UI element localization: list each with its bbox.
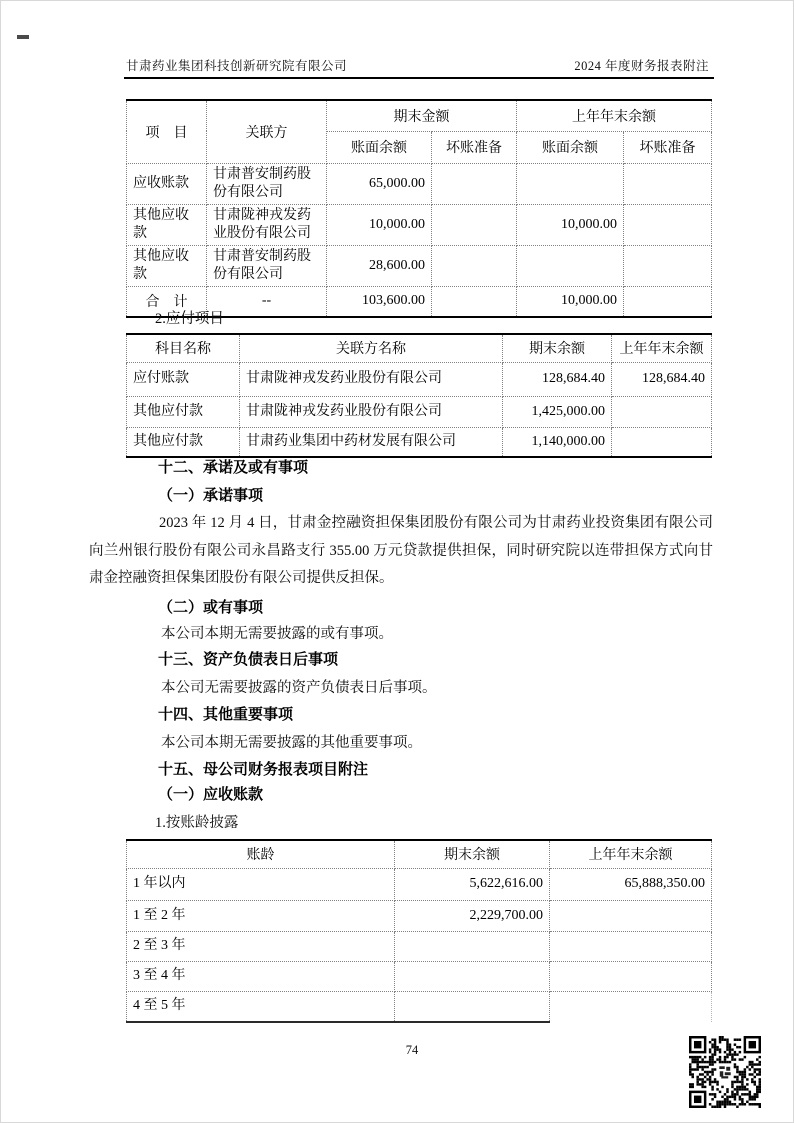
cell-prior-provision	[624, 204, 712, 245]
cell-end-provision	[432, 245, 517, 286]
cell-prior-provision	[624, 245, 712, 286]
header-cell-prior-group: 上年年末余额	[517, 100, 712, 131]
cell-total-label: 合 计	[127, 286, 207, 317]
header-cell-balance: 账面余额	[327, 131, 432, 163]
cell-end-balance: 10,000.00	[327, 204, 432, 245]
header-cell-end: 期末余额	[395, 840, 550, 868]
table-row	[127, 163, 712, 204]
cell-prior-balance	[517, 163, 624, 204]
cell-end	[395, 931, 550, 961]
contingency-statement: 本公司本期无需要披露的或有事项。	[161, 626, 393, 642]
cell-prior	[612, 427, 712, 457]
cell-end: 5,622,616.00	[395, 868, 550, 900]
section-15-1-title: （一）应收账款	[158, 786, 264, 803]
table-row	[127, 991, 712, 1022]
header-cell-aging: 账龄	[127, 840, 395, 868]
cell-aging: 1 至 2 年	[127, 900, 395, 931]
cell-end-balance: 103,600.00	[327, 286, 432, 317]
cell-item: 其他应收款	[127, 204, 207, 245]
aging-disclosure-label: 1.按账龄披露	[155, 815, 239, 831]
payables-section-label: 2.应付项目	[155, 311, 224, 327]
cell-item: 其他应收款	[127, 245, 207, 286]
table-row	[127, 245, 712, 286]
table-row	[127, 362, 712, 396]
receivables-aging-table	[126, 839, 712, 1023]
print-registration-mark	[17, 35, 29, 39]
cell-aging: 2 至 3 年	[127, 931, 395, 961]
related-receivables-table	[126, 99, 712, 318]
table-row	[127, 204, 712, 245]
header-company-name: 甘肃药业集团科技创新研究院有限公司	[126, 59, 348, 73]
table-header-row	[127, 840, 712, 868]
header-cell-provision: 坏账准备	[624, 131, 712, 163]
cell-end: 128,684.40	[503, 362, 612, 396]
table-row	[127, 900, 712, 931]
cell-prior-balance	[517, 245, 624, 286]
cell-prior	[550, 931, 712, 961]
cell-prior	[550, 991, 712, 1022]
other-matters-statement: 本公司本期无需要披露的其他重要事项。	[161, 735, 422, 751]
header-cell-prior: 上年年末余额	[550, 840, 712, 868]
cell-prior-balance: 10,000.00	[517, 204, 624, 245]
cell-aging: 3 至 4 年	[127, 961, 395, 991]
cell-subject: 其他应付款	[127, 427, 240, 457]
section-12-2-title: （二）或有事项	[158, 599, 264, 616]
cell-prior: 65,888,350.00	[550, 868, 712, 900]
cell-end: 1,140,000.00	[503, 427, 612, 457]
header-document-title: 2024 年度财务报表附注	[574, 59, 709, 73]
commitment-paragraph: 2023 年 12 月 4 日，甘肃金控融资担保集团股份有限公司为甘肃药业投资集团有限公司向兰州银行股份有限公司永昌路支行 355.00 万元贷款提供担保，同时研究院以连带担保方式向甘肃金控融资担保集团股份有限公司提供反担保。	[89, 515, 713, 586]
cell-party: 甘肃陇神戎发药业股份有限公司	[207, 204, 327, 245]
cell-prior-balance: 10,000.00	[517, 286, 624, 317]
header-cell-balance: 账面余额	[517, 131, 624, 163]
header-cell-end-group: 期末金额	[327, 100, 517, 131]
cell-end: 2,229,700.00	[395, 900, 550, 931]
table-row	[127, 427, 712, 457]
cell-end: 1,425,000.00	[503, 396, 612, 427]
cell-aging: 1 年以内	[127, 868, 395, 900]
post-balance-statement: 本公司无需要披露的资产负债表日后事项。	[161, 680, 437, 696]
cell-party: 甘肃普安制药股份有限公司	[207, 163, 327, 204]
header-cell-party: 关联方	[207, 100, 327, 163]
section-12-title: 十二、承诺及或有事项	[158, 459, 309, 476]
cell-subject: 其他应付款	[127, 396, 240, 427]
header-cell-end: 期末余额	[503, 334, 612, 362]
header-cell-item: 项 目	[127, 100, 207, 163]
cell-end-provision	[432, 204, 517, 245]
header-cell-provision: 坏账准备	[432, 131, 517, 163]
cell-prior: 128,684.40	[612, 362, 712, 396]
cell-party: 甘肃普安制药股份有限公司	[207, 245, 327, 286]
page-number: 74	[405, 1043, 419, 1057]
cell-prior-provision	[624, 286, 712, 317]
cell-subject: 应付账款	[127, 362, 240, 396]
cell-party: 甘肃陇神戎发药业股份有限公司	[240, 362, 503, 396]
cell-prior	[550, 961, 712, 991]
qr-code-icon	[689, 1036, 761, 1108]
table-row	[127, 396, 712, 427]
table-row	[127, 961, 712, 991]
header-cell-prior: 上年年末余额	[612, 334, 712, 362]
related-payables-table	[126, 333, 712, 458]
cell-item: 应收账款	[127, 163, 207, 204]
header-rule	[124, 77, 714, 79]
header-cell-party: 关联方名称	[240, 334, 503, 362]
cell-end-provision	[432, 286, 517, 317]
cell-end	[395, 991, 550, 1022]
cell-prior	[612, 396, 712, 427]
cell-end-balance: 65,000.00	[327, 163, 432, 204]
section-14-title: 十四、其他重要事项	[158, 706, 294, 723]
header-cell-subject: 科目名称	[127, 334, 240, 362]
cell-party: 甘肃陇神戎发药业股份有限公司	[240, 396, 503, 427]
table-header-row	[127, 334, 712, 362]
table-header-row	[127, 100, 712, 131]
cell-end	[395, 961, 550, 991]
cell-end-balance: 28,600.00	[327, 245, 432, 286]
table-row	[127, 868, 712, 900]
section-15-title: 十五、母公司财务报表项目附注	[158, 761, 369, 778]
cell-prior-provision	[624, 163, 712, 204]
section-13-title: 十三、资产负债表日后事项	[158, 651, 339, 668]
cell-prior	[550, 900, 712, 931]
section-12-1-title: （一）承诺事项	[158, 487, 264, 504]
cell-end-provision	[432, 163, 517, 204]
table-row	[127, 931, 712, 961]
cell-party: 甘肃药业集团中药材发展有限公司	[240, 427, 503, 457]
cell-party: --	[207, 286, 327, 317]
cell-aging: 4 至 5 年	[127, 991, 395, 1022]
